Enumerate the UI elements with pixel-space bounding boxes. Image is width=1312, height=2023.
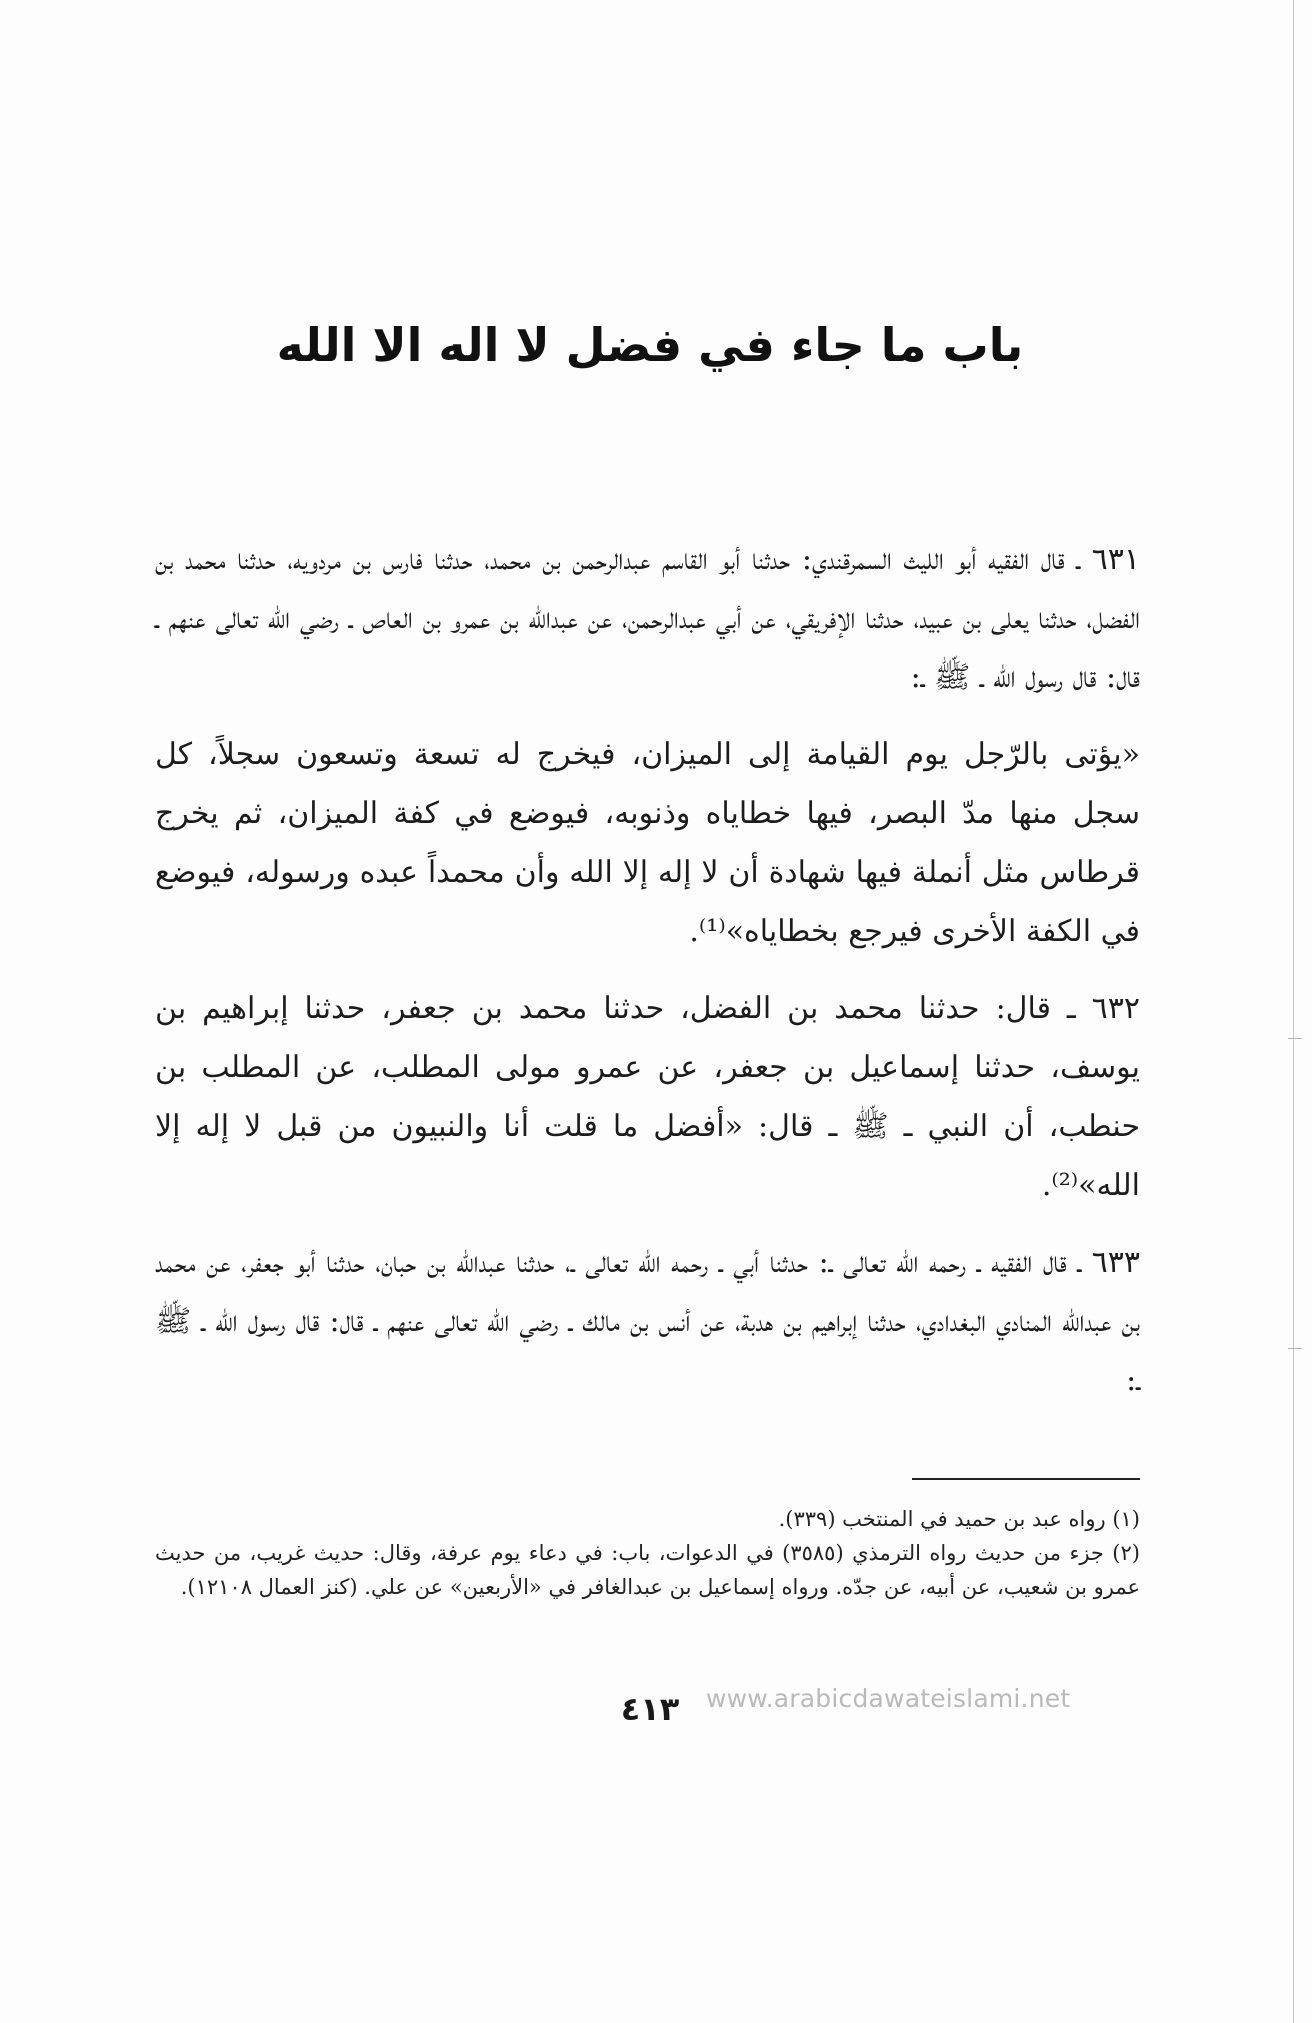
hadith-paragraph-631: ٦٣١ ـ قال الفقيه أبو الليث السمرقندي: حدثنا أبو القاسم عبدالرحمن بن محمد، حدثنا فارس بن مردويه، حدثنا محمد بن الفضل، حدثنا يعلى بن عبيد، حدثنا الإفريقي، عن أبي عبدالرحمن، عن عبدالله بن عمرو بن العاص ـ رضي الله تعالى عنهم ـ قال: قال رسول الله ـ ﷺ ـ: bbox=[155, 542, 1140, 695]
hadith-paragraph-632: ٦٣٢ ـ قال: حدثنا محمد بن الفضل، حدثنا محمد بن جعفر، حدثنا إبراهيم بن يوسف، حدثنا إسماعيل بن جعفر، عن عمرو مولى المطلب، عن المطلب بن حنطب، أن النبي ـ ﷺ ـ قال: «أفضل ما قلت أنا والنبيون من قبل لا إله إلا الله»⁽²⁾. bbox=[155, 991, 1140, 1203]
page-edge-line bbox=[1293, 0, 1294, 2023]
footnote-1: (١) رواه عبد بن حميد في المنتخب (٣٣٩). bbox=[778, 1507, 1140, 1531]
page-edge-tick bbox=[1288, 1348, 1302, 1349]
footnote-separator bbox=[912, 1478, 1140, 1480]
hadith-paragraph-633: ٦٣٣ ـ قال الفقيه ـ رحمه الله تعالى ـ: حدثنا أبي ـ رحمه الله تعالى ـ، حدثنا عبدالله بن حبان، حدثنا أبو جعفر، عن محمد بن عبدالله المنادي البغدادي، حدثنا إبراهيم بن هدبة، عن أنس بن مالك ـ رضي الله تعالى عنهم ـ قال: قال رسول الله ـ ﷺ ـ: bbox=[155, 1245, 1140, 1398]
main-text bbox=[155, 530, 1140, 1428]
chapter-title: باب ما جاء في فضل لا اله الا الله bbox=[276, 318, 1024, 372]
page-number: ٤١٣ bbox=[620, 1690, 680, 1728]
website-watermark: www.arabicdawateislami.net bbox=[706, 1684, 1071, 1713]
page-edge-tick bbox=[1288, 1038, 1302, 1039]
footnotes bbox=[155, 1502, 1140, 1604]
hadith-text-paragraph: «يؤتى بالرّجل يوم القيامة إلى الميزان، فيخرج له تسعة وتسعون سجلاً، كل سجل منها مدّ البصر، فيها خطاياه وذنوبه، فيوضع في كفة الميزان، ثم يخرج قرطاس مثل أنملة فيها شهادة أن لا إله إلا الله وأن محمداً عبده ورسوله، فيوضع في الكفة الأخرى فيرجع بخطاياه»⁽¹⁾. bbox=[155, 737, 1140, 949]
footnote-2: (٢) جزء من حديث رواه الترمذي (٣٥٨٥) في الدعوات، باب: في دعاء يوم عرفة، وقال: حديث غريب، من حديث عمرو بن شعيب، عن أبيه، عن جدّه. ورواه إسماعيل بن عبدالغافر في «الأربعين» عن علي. (كنز العمال ١٢١٠٨). bbox=[155, 1541, 1140, 1599]
